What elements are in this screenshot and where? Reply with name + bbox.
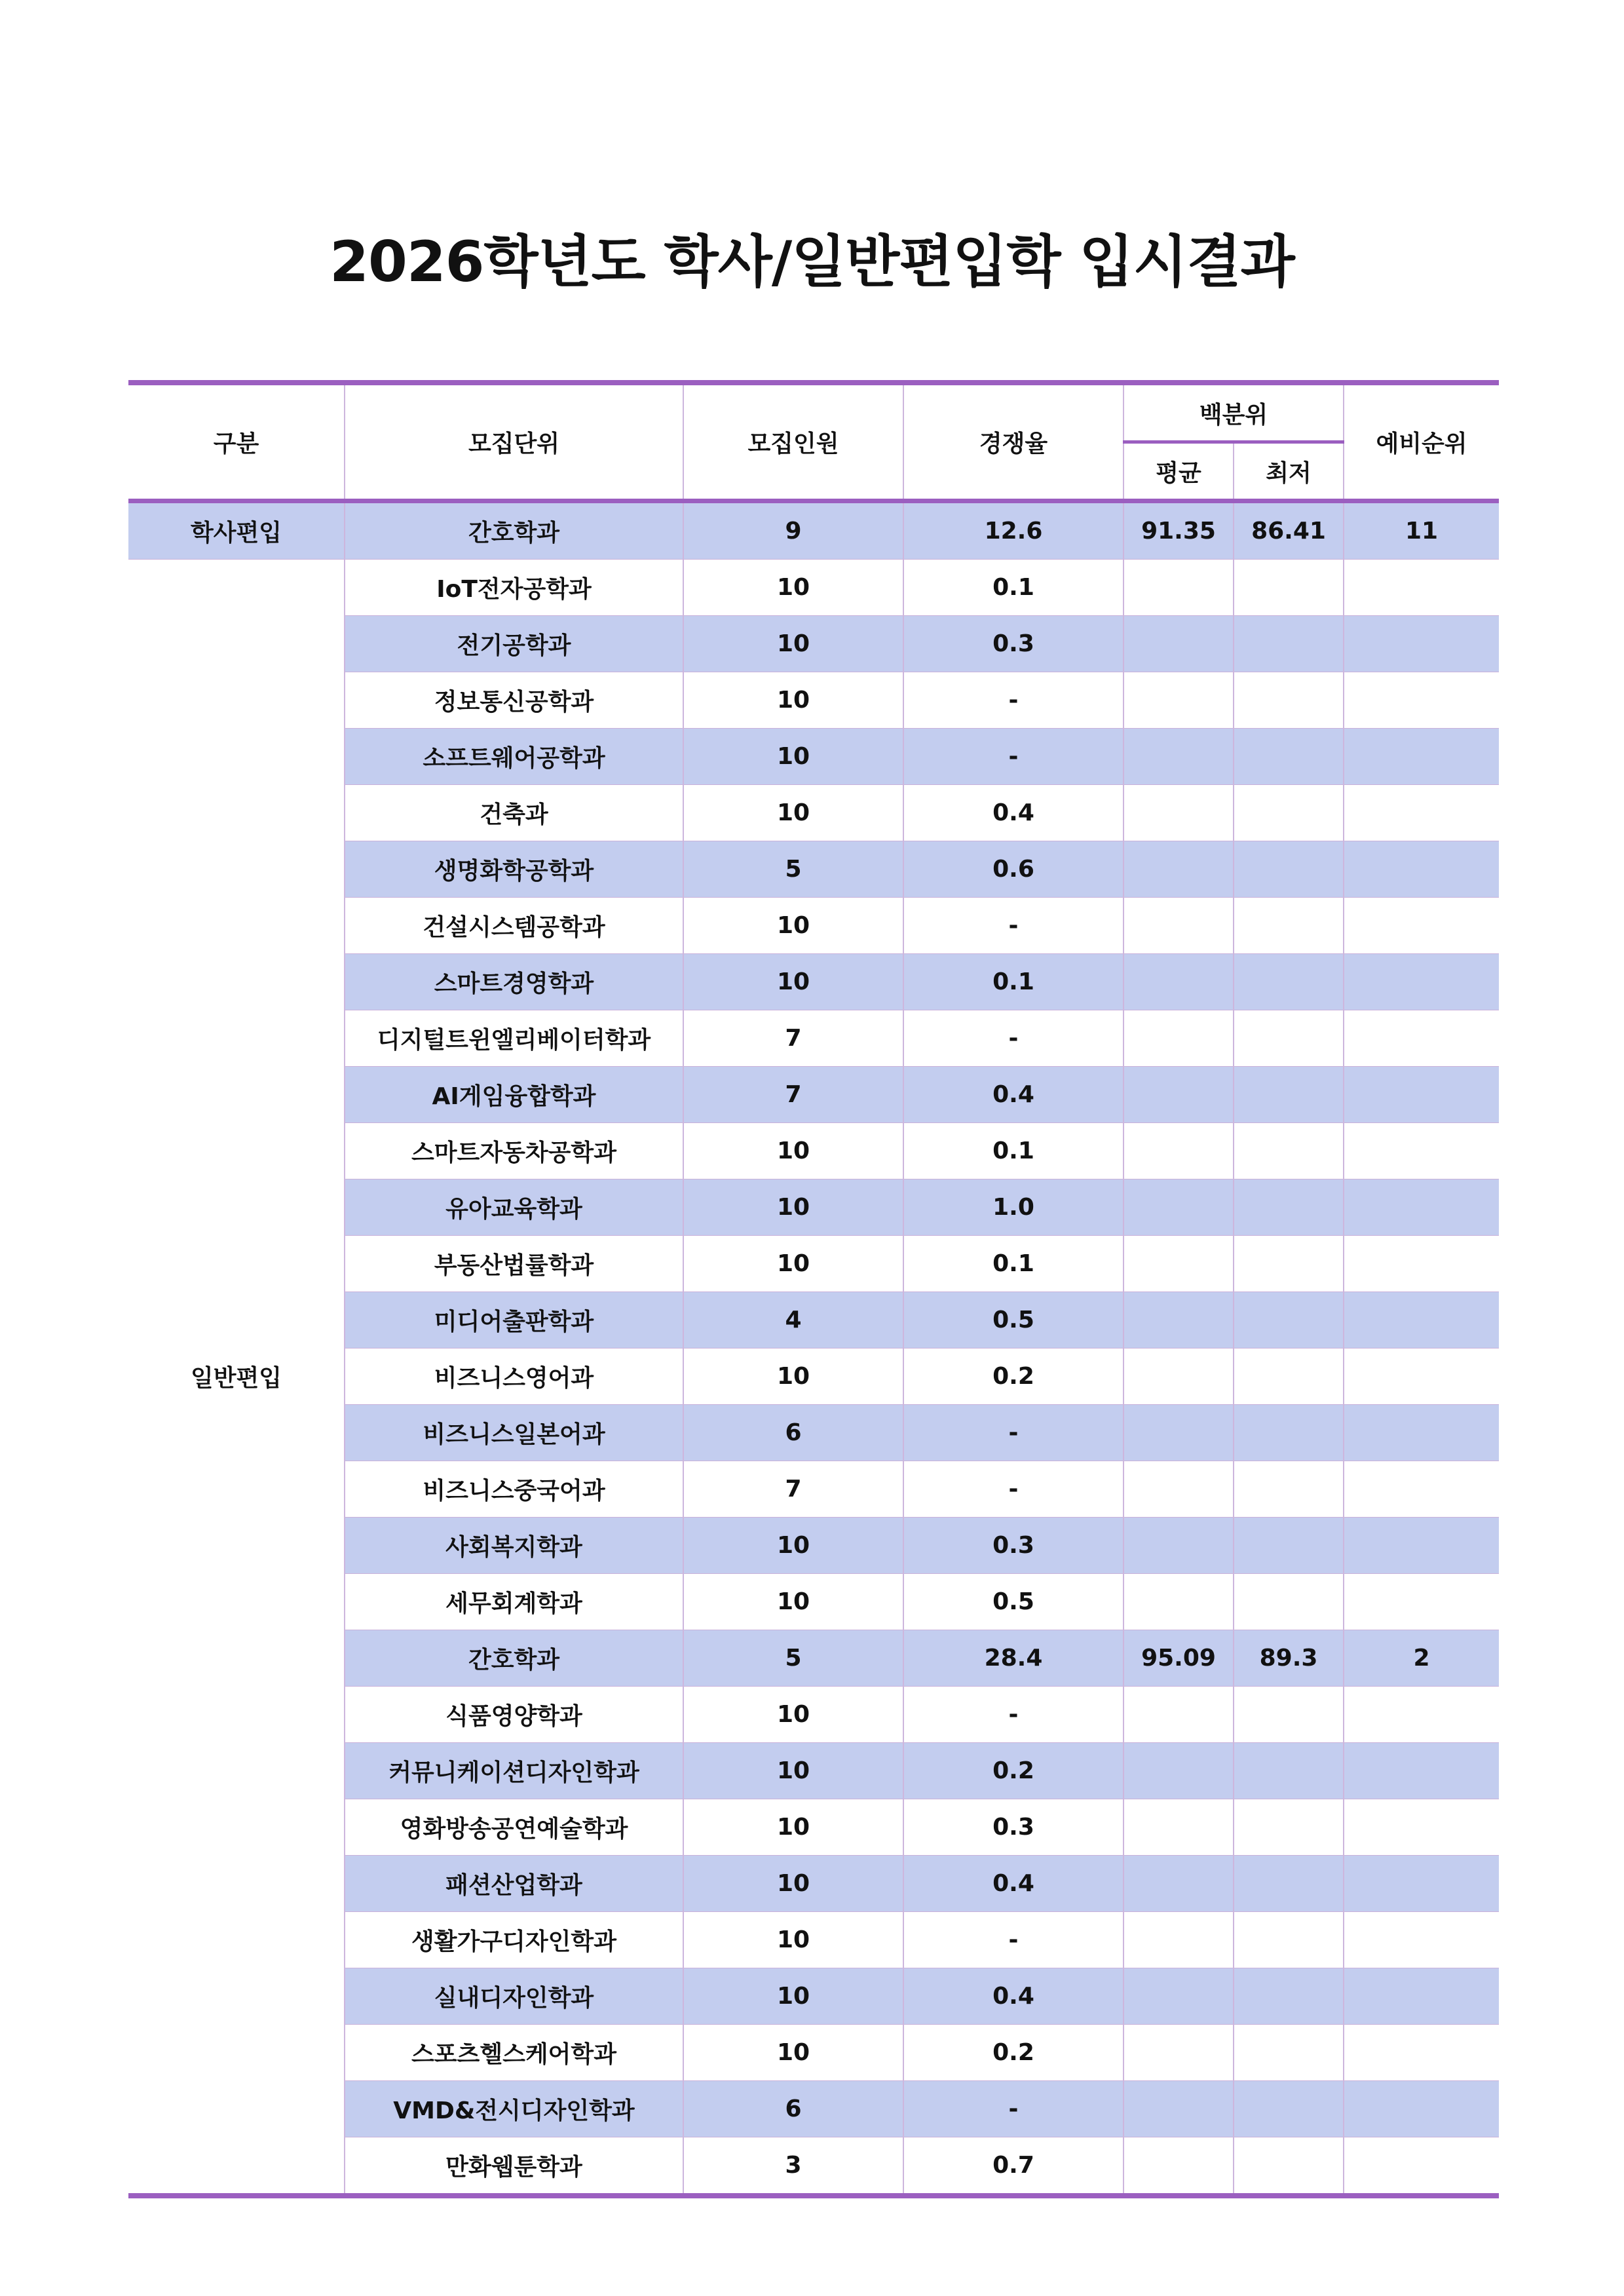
quota-cell: 10 (683, 1687, 903, 1743)
lowest-cell (1234, 1067, 1344, 1123)
average-cell (1124, 898, 1234, 954)
average-cell (1124, 672, 1234, 729)
quota-cell: 7 (683, 1010, 903, 1067)
lowest-cell (1234, 729, 1344, 785)
header-quota: 모집인원 (683, 383, 903, 501)
waitlist-cell (1344, 1799, 1499, 1856)
ratio-cell: - (903, 672, 1124, 729)
unit-cell: 부동산법률학과 (345, 1236, 683, 1292)
average-cell (1124, 1236, 1234, 1292)
average-cell (1124, 616, 1234, 672)
quota-cell: 10 (683, 954, 903, 1010)
ratio-cell: 0.4 (903, 1067, 1124, 1123)
quota-cell: 6 (683, 2081, 903, 2137)
quota-cell: 10 (683, 1912, 903, 1968)
waitlist-cell (1344, 2137, 1499, 2196)
quota-cell: 10 (683, 560, 903, 616)
lowest-cell (1234, 1010, 1344, 1067)
ratio-cell: 0.4 (903, 1856, 1124, 1912)
quota-cell: 10 (683, 1799, 903, 1856)
average-cell: 95.09 (1124, 1630, 1234, 1687)
waitlist-cell (1344, 1292, 1499, 1349)
average-cell (1124, 2137, 1234, 2196)
quota-cell: 6 (683, 1405, 903, 1461)
waitlist-cell (1344, 1574, 1499, 1630)
average-cell (1124, 841, 1234, 898)
average-cell (1124, 1067, 1234, 1123)
quota-cell: 10 (683, 729, 903, 785)
waitlist-cell (1344, 954, 1499, 1010)
average-cell (1124, 1123, 1234, 1179)
unit-cell: 식품영양학과 (345, 1687, 683, 1743)
average-cell (1124, 1518, 1234, 1574)
ratio-cell: 0.6 (903, 841, 1124, 898)
quota-cell: 4 (683, 1292, 903, 1349)
ratio-cell: - (903, 1405, 1124, 1461)
waitlist-cell (1344, 616, 1499, 672)
lowest-cell (1234, 2025, 1344, 2081)
ratio-cell: 12.6 (903, 501, 1124, 560)
waitlist-cell (1344, 1743, 1499, 1799)
waitlist-cell (1344, 1179, 1499, 1236)
lowest-cell (1234, 616, 1344, 672)
waitlist-cell (1344, 1912, 1499, 1968)
lowest-cell (1234, 841, 1344, 898)
ratio-cell: - (903, 1461, 1124, 1518)
ratio-cell: - (903, 729, 1124, 785)
average-cell (1124, 560, 1234, 616)
waitlist-cell (1344, 1067, 1499, 1123)
average-cell (1124, 1574, 1234, 1630)
average-cell (1124, 1461, 1234, 1518)
quota-cell: 5 (683, 1630, 903, 1687)
ratio-cell: - (903, 898, 1124, 954)
quota-cell: 10 (683, 616, 903, 672)
header-unit: 모집단위 (345, 383, 683, 501)
ratio-cell: 0.1 (903, 954, 1124, 1010)
waitlist-cell (1344, 1518, 1499, 1574)
waitlist-cell (1344, 2025, 1499, 2081)
unit-cell: 세무회계학과 (345, 1574, 683, 1630)
ratio-cell: - (903, 2081, 1124, 2137)
unit-cell: 정보통신공학과 (345, 672, 683, 729)
ratio-cell: 0.4 (903, 1968, 1124, 2025)
header-average: 평균 (1124, 442, 1234, 501)
unit-cell: 미디어출판학과 (345, 1292, 683, 1349)
header-ratio: 경쟁율 (903, 383, 1124, 501)
lowest-cell (1234, 1968, 1344, 2025)
quota-cell: 10 (683, 785, 903, 841)
waitlist-cell (1344, 1405, 1499, 1461)
waitlist-cell (1344, 560, 1499, 616)
lowest-cell: 89.3 (1234, 1630, 1344, 1687)
category-cell-bachelor: 학사편입 (128, 501, 345, 560)
header-lowest: 최저 (1234, 442, 1344, 501)
waitlist-cell (1344, 785, 1499, 841)
waitlist-cell (1344, 2081, 1499, 2137)
waitlist-cell (1344, 1349, 1499, 1405)
quota-cell: 10 (683, 1743, 903, 1799)
lowest-cell (1234, 1743, 1344, 1799)
lowest-cell (1234, 672, 1344, 729)
quota-cell: 10 (683, 672, 903, 729)
ratio-cell: - (903, 1010, 1124, 1067)
lowest-cell (1234, 1799, 1344, 1856)
average-cell (1124, 1799, 1234, 1856)
lowest-cell (1234, 1461, 1344, 1518)
lowest-cell (1234, 954, 1344, 1010)
average-cell (1124, 2081, 1234, 2137)
unit-cell: 커뮤니케이션디자인학과 (345, 1743, 683, 1799)
waitlist-cell (1344, 841, 1499, 898)
ratio-cell: 0.1 (903, 1123, 1124, 1179)
unit-cell: 전기공학과 (345, 616, 683, 672)
header-waitlist: 예비순위 (1344, 383, 1499, 501)
table-body (128, 501, 1499, 2196)
ratio-cell: 0.3 (903, 1799, 1124, 1856)
unit-cell: 비즈니스일본어과 (345, 1405, 683, 1461)
table-row-bachelor (128, 501, 1499, 560)
average-cell (1124, 785, 1234, 841)
quota-cell: 7 (683, 1067, 903, 1123)
average-cell (1124, 1405, 1234, 1461)
unit-cell: 비즈니스영어과 (345, 1349, 683, 1405)
average-cell (1124, 1349, 1234, 1405)
quota-cell: 10 (683, 1123, 903, 1179)
ratio-cell: 0.5 (903, 1292, 1124, 1349)
quota-cell: 10 (683, 1236, 903, 1292)
unit-cell: 생명화학공학과 (345, 841, 683, 898)
unit-cell: 스마트경영학과 (345, 954, 683, 1010)
waitlist-cell (1344, 898, 1499, 954)
quota-cell: 5 (683, 841, 903, 898)
lowest-cell (1234, 1236, 1344, 1292)
page-title: 2026학년도 학사/일반편입학 입시결과 (330, 229, 1294, 295)
waitlist-cell (1344, 672, 1499, 729)
ratio-cell: 1.0 (903, 1179, 1124, 1236)
lowest-cell: 86.41 (1234, 501, 1344, 560)
quota-cell: 10 (683, 898, 903, 954)
unit-cell: 사회복지학과 (345, 1518, 683, 1574)
waitlist-cell (1344, 1236, 1499, 1292)
unit-cell: 만화웹툰학과 (345, 2137, 683, 2196)
ratio-cell: 0.1 (903, 1236, 1124, 1292)
ratio-cell: 0.2 (903, 1743, 1124, 1799)
average-cell (1124, 1010, 1234, 1067)
ratio-cell: - (903, 1912, 1124, 1968)
quota-cell: 10 (683, 1856, 903, 1912)
average-cell (1124, 1856, 1234, 1912)
lowest-cell (1234, 785, 1344, 841)
unit-cell: 스마트자동차공학과 (345, 1123, 683, 1179)
unit-cell: 건축과 (345, 785, 683, 841)
quota-cell: 7 (683, 1461, 903, 1518)
average-cell (1124, 2025, 1234, 2081)
quota-cell: 3 (683, 2137, 903, 2196)
quota-cell: 10 (683, 1574, 903, 1630)
lowest-cell (1234, 1292, 1344, 1349)
ratio-cell: 0.3 (903, 616, 1124, 672)
ratio-cell: 0.4 (903, 785, 1124, 841)
lowest-cell (1234, 1856, 1344, 1912)
ratio-cell: 0.5 (903, 1574, 1124, 1630)
unit-cell: 영화방송공연예술학과 (345, 1799, 683, 1856)
quota-cell: 10 (683, 2025, 903, 2081)
ratio-cell: 0.7 (903, 2137, 1124, 2196)
average-cell: 91.35 (1124, 501, 1234, 560)
lowest-cell (1234, 1179, 1344, 1236)
unit-cell: IoT전자공학과 (345, 560, 683, 616)
table-header (128, 383, 1499, 501)
lowest-cell (1234, 1912, 1344, 1968)
average-cell (1124, 1743, 1234, 1799)
unit-cell: AI게임융합학과 (345, 1067, 683, 1123)
quota-cell: 10 (683, 1518, 903, 1574)
average-cell (1124, 954, 1234, 1010)
unit-cell: 간호학과 (345, 501, 683, 560)
unit-cell: VMD&전시디자인학과 (345, 2081, 683, 2137)
waitlist-cell (1344, 729, 1499, 785)
unit-cell: 비즈니스중국어과 (345, 1461, 683, 1518)
lowest-cell (1234, 560, 1344, 616)
lowest-cell (1234, 1574, 1344, 1630)
ratio-cell: 0.2 (903, 2025, 1124, 2081)
waitlist-cell (1344, 1856, 1499, 1912)
waitlist-cell: 11 (1344, 501, 1499, 560)
average-cell (1124, 1912, 1234, 1968)
unit-cell: 생활가구디자인학과 (345, 1912, 683, 1968)
ratio-cell: 0.3 (903, 1518, 1124, 1574)
unit-cell: 실내디자인학과 (345, 1968, 683, 2025)
header-percentile: 백분위 (1124, 383, 1344, 442)
unit-cell: 유아교육학과 (345, 1179, 683, 1236)
admission-results-table (128, 380, 1499, 2198)
quota-cell: 10 (683, 1179, 903, 1236)
unit-cell: 소프트웨어공학과 (345, 729, 683, 785)
unit-cell: 패션산업학과 (345, 1856, 683, 1912)
quota-cell: 10 (683, 1968, 903, 2025)
lowest-cell (1234, 1518, 1344, 1574)
lowest-cell (1234, 1349, 1344, 1405)
waitlist-cell: 2 (1344, 1630, 1499, 1687)
lowest-cell (1234, 1687, 1344, 1743)
lowest-cell (1234, 1405, 1344, 1461)
unit-cell: 디지털트윈엘리베이터학과 (345, 1010, 683, 1067)
header-category: 구분 (128, 383, 345, 501)
category-cell-general: 일반편입 (128, 560, 345, 2196)
table-row (128, 560, 1499, 616)
waitlist-cell (1344, 1010, 1499, 1067)
average-cell (1124, 1968, 1234, 2025)
average-cell (1124, 1292, 1234, 1349)
average-cell (1124, 729, 1234, 785)
lowest-cell (1234, 2081, 1344, 2137)
lowest-cell (1234, 1123, 1344, 1179)
quota-cell: 9 (683, 501, 903, 560)
waitlist-cell (1344, 1687, 1499, 1743)
average-cell (1124, 1179, 1234, 1236)
ratio-cell: 28.4 (903, 1630, 1124, 1687)
lowest-cell (1234, 898, 1344, 954)
waitlist-cell (1344, 1968, 1499, 2025)
quota-cell: 10 (683, 1349, 903, 1405)
lowest-cell (1234, 2137, 1344, 2196)
unit-cell: 스포츠헬스케어학과 (345, 2025, 683, 2081)
waitlist-cell (1344, 1123, 1499, 1179)
unit-cell: 간호학과 (345, 1630, 683, 1687)
ratio-cell: 0.1 (903, 560, 1124, 616)
ratio-cell: 0.2 (903, 1349, 1124, 1405)
ratio-cell: - (903, 1687, 1124, 1743)
waitlist-cell (1344, 1461, 1499, 1518)
average-cell (1124, 1687, 1234, 1743)
unit-cell: 건설시스템공학과 (345, 898, 683, 954)
